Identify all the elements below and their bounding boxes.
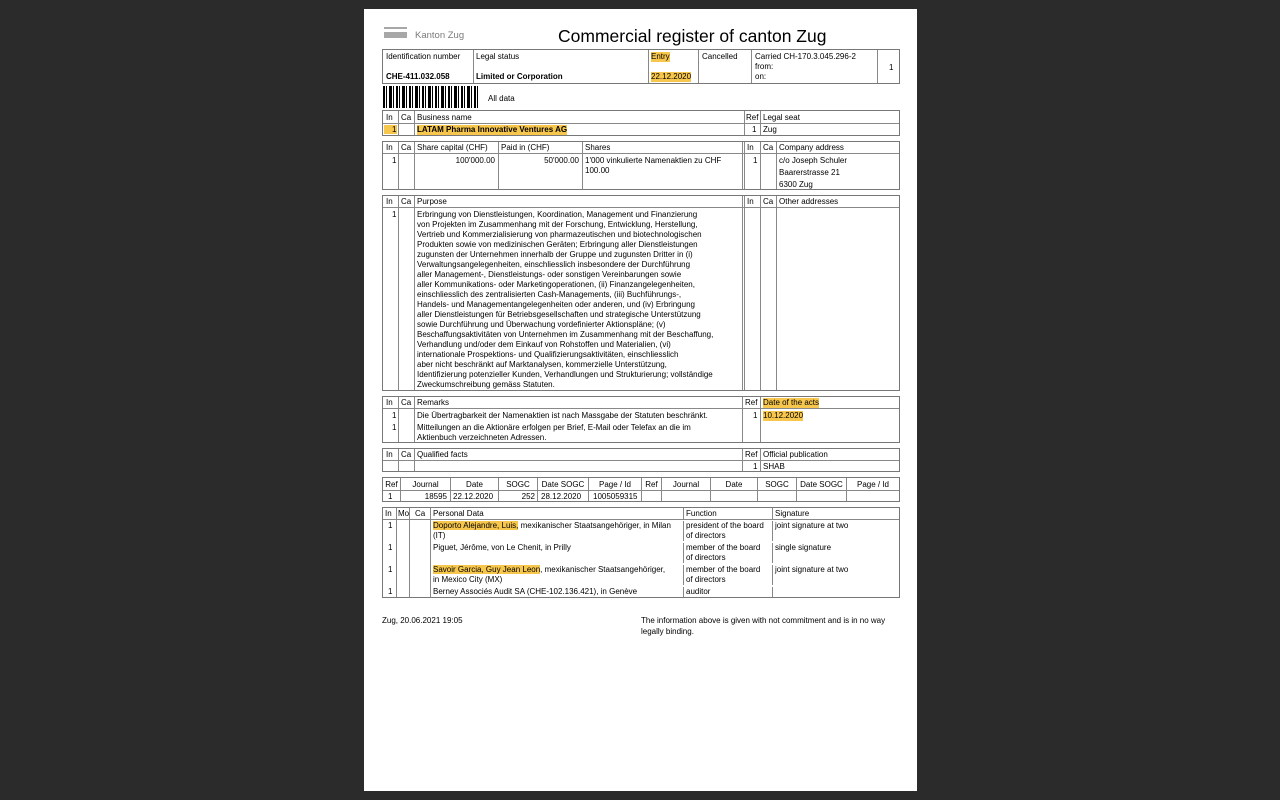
journal-header-date-sogc: Date SOGC <box>541 480 585 489</box>
id-value: CHE-411.032.058 <box>386 72 450 81</box>
address-line1: c/o Joseph Schuler <box>779 156 848 165</box>
place-date: Zug, 20.06.2021 19:05 <box>382 616 463 625</box>
journal-header-date: Date <box>466 480 483 489</box>
legal-status-value: Limited or Corporation <box>476 72 563 81</box>
col-in: In <box>747 197 754 206</box>
disclaimer-line1: The information above is given with not commitment and is in no way <box>641 616 886 625</box>
journal-ref: 1 <box>388 492 393 501</box>
cell-divider <box>772 565 773 585</box>
paid-in-label: Paid in (CHF) <box>501 143 550 152</box>
document-page <box>364 9 917 791</box>
col-in: In <box>386 398 393 407</box>
cell-divider <box>683 521 684 541</box>
journal-header-journal: Journal <box>412 480 439 489</box>
publication-value: SHAB <box>763 462 785 471</box>
logo-text: Kanton Zug <box>415 30 465 41</box>
person-function: president of the board <box>686 521 764 530</box>
address-line3: 6300 Zug <box>779 180 813 189</box>
purpose-line: Beschaffungsaktivitäten von Unternehmen im Zusammenhang mit der Beschaffung, <box>417 330 714 339</box>
cancelled-label: Cancelled <box>702 52 738 61</box>
col-ref: Ref <box>746 113 759 122</box>
journal-header-page: Page / Id <box>598 480 632 489</box>
col-ca: Ca <box>401 113 412 122</box>
capital-in: 1 <box>392 156 397 165</box>
shares-line1: 1'000 vinkulierte Namenaktien zu CHF <box>585 156 722 165</box>
legal-seat-label: Legal seat <box>763 113 800 122</box>
journal-table <box>382 477 900 502</box>
purpose-line: zugunsten der Unternehmen innerhalb der Gruppe und zugunsten Dritter in (i) <box>417 250 693 259</box>
journal-date-sogc: 28.12.2020 <box>541 492 582 501</box>
other-addresses-label: Other addresses <box>779 197 839 206</box>
journal-page: 1005059315 <box>593 492 638 501</box>
person-function: member of the board <box>686 565 761 574</box>
person-details: Berney Associés Audit SA (CHE-102.136.421), in Genève <box>433 587 638 596</box>
col-mo: Mo <box>398 509 410 518</box>
person-name: Doporto Alejandre, Luis, <box>433 521 519 530</box>
carried-line2: from: <box>755 62 774 71</box>
legal-seat: Zug <box>763 125 777 134</box>
person-details: mexikanischer Staatsangehöriger, in Milan <box>518 521 671 530</box>
kanton-zug-logo <box>384 27 469 43</box>
seat-ref: 1 <box>752 125 757 134</box>
person-signature: single signature <box>775 543 832 552</box>
purpose-section <box>382 195 900 391</box>
carried-line1: Carried CH-170.3.045.296-2 <box>755 52 856 61</box>
remark2-line2: Aktienbuch verzeichneten Adressen. <box>417 433 547 442</box>
person-signature: joint signature at two <box>775 565 849 574</box>
person-function: member of the board <box>686 543 761 552</box>
function-label: Function <box>686 509 717 518</box>
person-details: Piguet, Jérôme, von Le Chenit, in Prilly <box>433 543 571 552</box>
remark2-line1: Mitteilungen an die Aktionäre erfolgen per Brief, E-Mail oder Telefax an die im <box>417 423 691 432</box>
date-ref: 1 <box>753 411 758 420</box>
person-in: 1 <box>388 565 393 574</box>
col-ref: Ref <box>745 450 758 459</box>
cell-divider <box>683 543 684 563</box>
person-name: Savoir Garcia, Guy Jean Leon <box>433 565 541 574</box>
purpose-line: Identifizierung potenzieller Kunden, Verhandlungen und Strukturierung; vollständige <box>417 370 713 379</box>
purpose-line: Produkten sowie von medizinischen Geräten; Erbringung aller Dienstleistungen <box>417 240 698 249</box>
entry-value: 22.12.2020 <box>651 72 692 81</box>
journal-header-page2: Page / Id <box>856 480 890 489</box>
barcode <box>383 86 479 108</box>
business-name: LATAM Pharma Innovative Ventures AG <box>417 125 568 134</box>
person-data-line <box>433 521 671 531</box>
col-ca: Ca <box>763 197 774 206</box>
purpose-line: einschliesslich des zentralisierten Cash-Managements, (iii) Buchführungs-, <box>417 290 682 299</box>
person-in: 1 <box>388 543 393 552</box>
disclaimer-line2: legally binding. <box>641 627 694 636</box>
col-ca: Ca <box>415 509 426 518</box>
carried-line3: on: <box>755 72 767 81</box>
publication-ref: 1 <box>753 462 758 471</box>
col-in: In <box>386 113 393 122</box>
share-capital-label: Share capital (CHF) <box>417 143 488 152</box>
person-details-line2: (IT) <box>433 531 446 540</box>
qualified-facts-label: Qualified facts <box>417 450 468 459</box>
purpose-line: aller Dienstleistungen für Betriebsgesellschaften und strategische Unterstützung <box>417 310 701 319</box>
journal-header-journal2: Journal <box>672 480 700 489</box>
remarks-label: Remarks <box>417 398 450 407</box>
date-of-acts-label: Date of the acts <box>763 398 820 407</box>
logo-icon <box>384 27 407 41</box>
cell-divider <box>683 587 684 597</box>
remarks-section <box>382 396 900 443</box>
cell-divider <box>772 543 773 563</box>
entry-label: Entry <box>651 52 670 61</box>
date-of-acts-value: 10.12.2020 <box>763 411 804 420</box>
person-function-line2: of directors <box>686 553 726 562</box>
purpose-line: Zweckumschreibung gemäss Statuten. <box>417 380 555 389</box>
col-in: In <box>747 143 754 152</box>
page-number: 1 <box>889 63 894 72</box>
remark1-text: Die Übertragbarkeit der Namenaktien ist nach Massgabe der Statuten beschränkt. <box>417 411 708 420</box>
cell-divider <box>772 521 773 541</box>
purpose-line: Verhandlung und/oder dem Einkauf von Rohstoffen und Materialien, (vi) <box>417 340 671 349</box>
personal-data-label: Personal Data <box>433 509 484 518</box>
remark2-in: 1 <box>392 423 397 432</box>
person-data-line <box>433 543 571 553</box>
shares-label: Shares <box>585 143 611 152</box>
purpose-line: von Projekten im Zusammenhang mit der Forschung, Entwicklung, Herstellung, <box>417 220 698 229</box>
person-details: , mexikanischer Staatsangehöriger, <box>540 565 666 574</box>
person-data-line <box>433 587 637 597</box>
personal-data-section <box>382 507 900 598</box>
share-capital-value: 100'000.00 <box>455 156 495 165</box>
cell-divider <box>683 565 684 585</box>
purpose-line: internationale Prospektions- und Qualifizierungsaktivitäten, einschliesslich <box>417 350 679 359</box>
col-ca: Ca <box>401 398 412 407</box>
person-function-line2: of directors <box>686 575 726 584</box>
address-in: 1 <box>753 156 758 165</box>
col-ca: Ca <box>401 143 412 152</box>
purpose-line: sowie Durchführung und Überwachung vordefinierter Aktionspläne; (v) <box>417 320 666 329</box>
purpose-line: Handels- und Managementangelegenheiten oder anderen, und (iv) Erbringung <box>417 300 695 309</box>
col-in: In <box>386 450 393 459</box>
company-address-label: Company address <box>779 143 844 152</box>
col-ref: Ref <box>745 398 758 407</box>
person-data-line <box>433 565 665 575</box>
person-in: 1 <box>388 521 393 530</box>
journal-header-sogc2: SOGC <box>765 480 789 489</box>
purpose-line: aber nicht beschränkt auf Marktanalysen, kommerzielle Unterstützung, <box>417 360 667 369</box>
col-ca: Ca <box>401 450 412 459</box>
page-title: Commercial register of canton Zug <box>558 26 827 46</box>
qualified-facts-section <box>382 448 900 472</box>
purpose-line: Erbringung von Dienstleistungen, Koordination, Management und Finanzierung <box>417 210 698 219</box>
official-publication-label: Official publication <box>763 450 828 459</box>
signature-label: Signature <box>775 509 810 518</box>
col-ca: Ca <box>401 197 412 206</box>
purpose-label: Purpose <box>417 197 447 206</box>
address-line2: Baarerstrasse 21 <box>779 168 840 177</box>
all-data-label: All data <box>488 94 515 103</box>
journal-header-sogc: SOGC <box>506 480 530 489</box>
purpose-line: aller Management-, Dienstleistungs- oder sonstigen Vereinbarungen sowie <box>417 270 682 279</box>
journal-date: 22.12.2020 <box>453 492 494 501</box>
business-in: 1 <box>392 125 397 134</box>
col-in: In <box>385 509 392 518</box>
paid-in-value: 50'000.00 <box>544 156 579 165</box>
person-details-line2: in Mexico City (MX) <box>433 575 503 584</box>
remark1-in: 1 <box>392 411 397 420</box>
shares-line2: 100.00 <box>585 166 610 175</box>
business-name-label: Business name <box>417 113 472 122</box>
purpose-in: 1 <box>392 210 397 219</box>
cell-divider <box>772 587 773 597</box>
business-name-section <box>382 110 900 136</box>
person-signature: joint signature at two <box>775 521 849 530</box>
purpose-line: Vertrieb und Kommerzialisierung von pharmazeutischen und biotechnologischen <box>417 230 702 239</box>
id-label: Identification number <box>386 52 461 61</box>
journal-number: 18595 <box>424 492 447 501</box>
journal-header-date-sogc2: Date SOGC <box>800 480 843 489</box>
journal-header-ref: Ref <box>385 480 398 489</box>
capital-section <box>382 141 900 190</box>
journal-sogc: 252 <box>521 492 535 501</box>
legal-status-label: Legal status <box>476 52 520 61</box>
person-function: auditor <box>686 587 711 596</box>
purpose-line: Verwaltungsangelegenheiten, einschliesslich insbesondere der Durchführung <box>417 260 691 269</box>
purpose-line: aller Kommunikations- oder Marketingoperationen, (ii) Finanzangelegenheiten, <box>417 280 695 289</box>
col-in: In <box>386 143 393 152</box>
person-function-line2: of directors <box>686 531 726 540</box>
person-in: 1 <box>388 587 393 596</box>
header-info-box <box>382 49 900 84</box>
col-in: In <box>386 197 393 206</box>
col-ca: Ca <box>763 143 774 152</box>
journal-header-ref2: Ref <box>645 480 658 489</box>
journal-header-date2: Date <box>725 480 743 489</box>
